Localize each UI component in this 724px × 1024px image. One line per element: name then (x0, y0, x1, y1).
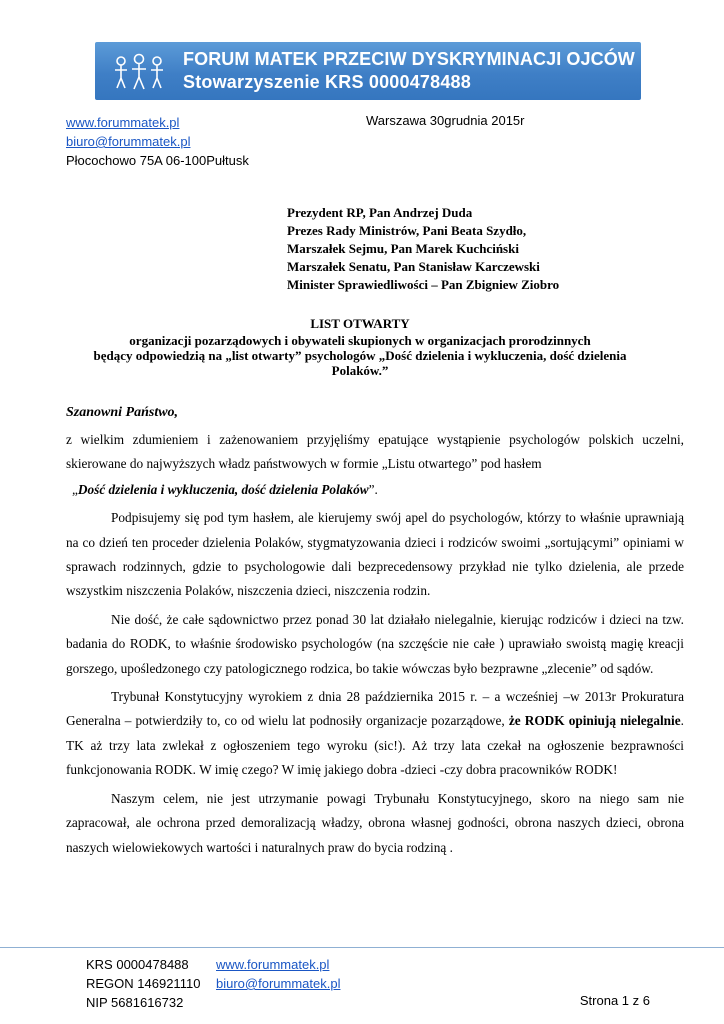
paragraph: Podpisujemy się pod tym hasłem, ale kierujemy swój apel do psychologów, którzy to właśnie uprawniają na co dzień ten proceder dzielenia Polaków, stygmatyzowania dzieci i rodziców swoimi „sortującymi” opiniami w sprawach rodzinnych, gdzie to psychologowie dali bezprecedensowy przykład nie tylko dzielenia, ale przede wszystkim niszczenia Polaków, niszczenia dzieci, niszczenia rodzin. (66, 510, 684, 599)
sender-address: Płocochowo 75A 06-100Pułtusk (66, 153, 249, 168)
place-date: Warszawa 30grudnia 2015r (366, 113, 525, 128)
slogan-text: Dość dzielenia i wykluczenia, dość dzielenia Polaków (77, 481, 369, 497)
footer-krs: KRS 0000478488 (86, 957, 189, 972)
paragraph-text: Trybunał Konstytucyjny wyrokiem z dnia 28 października 2015 r. – a wcześniej –w 2013r Prokuratura Generalna – potwierdziły to, co od wielu lat podnosiły organizacje pozarządowe, (66, 689, 684, 729)
footer-nip: NIP 5681616732 (86, 995, 184, 1010)
footer-divider (0, 947, 724, 948)
recipient-item: Minister Sprawiedliwości – Pan Zbigniew Ziobro (287, 277, 560, 292)
page-number: Strona 1 z 6 (579, 993, 650, 1008)
paragraph-text: z wielkim zdumieniem i zażenowaniem przyjęliśmy epatujące wystąpienie psychologów polskich uczelni, skierowane do najwyższych władz państwowych w formie „Listu otwartego” pod hasłem (66, 432, 684, 472)
bold-emphasis: że RODK opiniują nielegalnie (508, 713, 681, 729)
letter-title (60, 316, 660, 378)
recipient-item: Marszałek Senatu, Pan Stanisław Karczewski (287, 259, 540, 274)
paragraph (66, 685, 684, 783)
footer-info (86, 955, 341, 1012)
title-sub-line: będący odpowiedzią na „list otwarty” psychologów „Dość dzielenia i wykluczenia, dość dzielenia (93, 348, 627, 363)
greeting: Szanowni Państwo, (66, 405, 179, 420)
title-main: LIST OTWARTY (310, 316, 410, 331)
paragraph: Naszym celem, nie jest utrzymanie powagi Trybunału Konstytucyjnego, skoro na niego sam nie zapracował, ale ochrona przed demoralizacją władzy, obrona własnej godności, obrona naszych dzieci, obrona naszych wielowiekowych wartości i naturalnych praw do bycia rodziną . (66, 790, 684, 855)
header-banner (95, 42, 641, 100)
recipient-item: Marszałek Sejmu, Pan Marek Kuchciński (287, 241, 519, 256)
letter-body (66, 428, 684, 860)
quote-mark: ”. (368, 481, 378, 497)
email-link[interactable]: biuro@forummatek.pl (66, 134, 191, 149)
recipients-list (287, 204, 559, 294)
website-link[interactable]: www.forummatek.pl (66, 115, 180, 130)
footer-website-link[interactable]: www.forummatek.pl (216, 957, 330, 972)
banner-title: FORUM MATEK PRZECIW DYSKRYMINACJI OJCÓW (183, 49, 635, 69)
quoted-slogan (66, 478, 684, 502)
title-sub-line: organizacji pozarządowych i obywateli skupionych w organizacjach prorodzinnych (129, 333, 591, 348)
title-sub-line: Polaków.” (331, 363, 389, 378)
recipient-item: Prezes Rady Ministrów, Pani Beata Szydło, (287, 223, 527, 238)
paragraph-text: . TK aż trzy lata zwlekał z ogłoszeniem tego wyroku (sic!). Aż trzy lata czekał na ogłoszenie bezprawności funkcjonowania RODK. W imię czego? W imię jakiego dobra -dzieci -czy dobra pracowników RODK! (66, 713, 684, 778)
family-figures-icon (111, 52, 167, 92)
footer-email-link[interactable]: biuro@forummatek.pl (216, 976, 341, 991)
footer-regon: REGON 146921110 (86, 976, 201, 991)
paragraph: Nie dość, że całe sądownictwo przez ponad 30 lat działało nielegalnie, kierując rodziców i dzieci na tzw. badania do RODK, to właśnie środowisko psychologów (na szczęście nie całe ) uprawiało swoistą magię kreacji gorszego, upośledzonego czy patologicznego rodzica, bo takie wówczas było bezprawne „zlecenie” od sądów. (66, 611, 684, 676)
paragraph (66, 428, 684, 502)
sender-contact (66, 113, 249, 170)
banner-subtitle: Stowarzyszenie KRS 0000478488 (183, 72, 471, 92)
recipient-item: Prezydent RP, Pan Andrzej Duda (287, 205, 473, 220)
quote-mark: „ (72, 481, 78, 497)
